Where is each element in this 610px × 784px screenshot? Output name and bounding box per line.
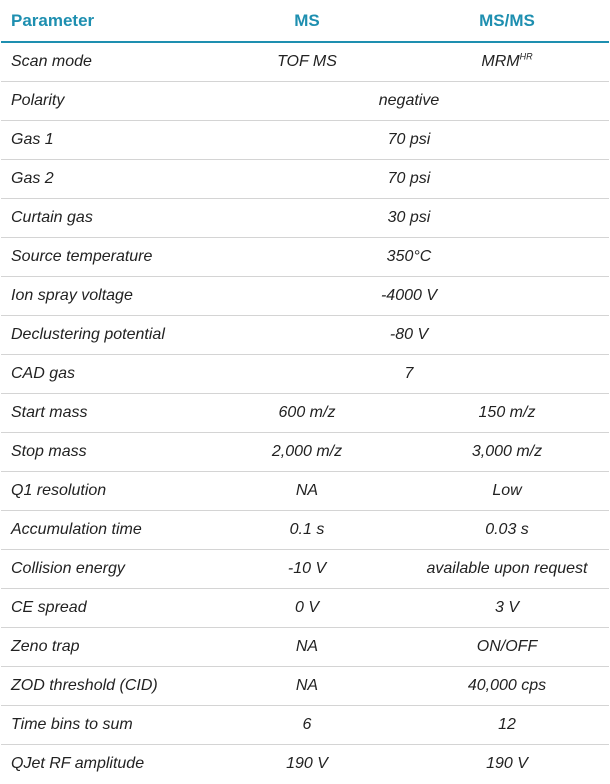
table-row xyxy=(1,316,609,355)
row-parameter: Polarity xyxy=(11,92,65,109)
table-row xyxy=(1,160,609,199)
table-row xyxy=(1,472,609,511)
row-msms-value: 0.03 s xyxy=(485,521,529,538)
msms-value-text: MRM xyxy=(481,53,520,70)
row-msms-value: Low xyxy=(492,482,522,499)
row-msms-value: available upon request xyxy=(426,560,588,577)
header-parameter: Parameter xyxy=(11,10,95,30)
table-row xyxy=(1,706,609,745)
row-parameter: CE spread xyxy=(11,599,87,616)
row-ms-value: -10 V xyxy=(287,560,327,577)
row-ms-value: 190 V xyxy=(286,755,328,772)
table-row xyxy=(1,121,609,160)
msms-superscript: HR xyxy=(519,51,533,62)
row-parameter: Gas 1 xyxy=(11,131,54,148)
row-msms-value: 3 V xyxy=(494,599,519,616)
row-ms-value: 600 m/z xyxy=(278,404,336,421)
table-row xyxy=(1,628,609,667)
table-row xyxy=(1,589,609,628)
row-shared-value: -80 V xyxy=(389,326,429,343)
row-ms-value: 2,000 m/z xyxy=(271,443,343,460)
row-ms-value: 6 xyxy=(302,716,312,733)
row-parameter: Ion spray voltage xyxy=(11,287,133,304)
row-parameter: QJet RF amplitude xyxy=(11,755,145,772)
table-row xyxy=(1,238,609,277)
row-shared-value: -4000 V xyxy=(380,287,438,304)
row-parameter: Scan mode xyxy=(11,53,92,70)
table-row xyxy=(1,199,609,238)
row-shared-value: 70 psi xyxy=(387,131,431,148)
row-parameter: Zeno trap xyxy=(11,638,80,655)
row-ms-value: NA xyxy=(295,677,319,694)
row-msms-value: 40,000 cps xyxy=(467,677,547,694)
row-ms-value: 0 V xyxy=(294,599,319,616)
row-parameter: Accumulation time xyxy=(11,521,142,538)
row-ms-value: TOF MS xyxy=(277,53,337,70)
row-parameter: CAD gas xyxy=(11,365,76,382)
row-parameter: Stop mass xyxy=(11,443,87,460)
row-shared-value: negative xyxy=(378,92,440,109)
table-row xyxy=(1,355,609,394)
row-msms-value xyxy=(405,53,609,71)
table-header xyxy=(1,0,609,43)
table-row xyxy=(1,43,609,82)
row-parameter: ZOD threshold (CID) xyxy=(11,677,158,694)
row-shared-value: 30 psi xyxy=(387,209,431,226)
row-shared-value: 350°C xyxy=(386,248,432,265)
table-row xyxy=(1,82,609,121)
table-row xyxy=(1,433,609,472)
parameter-table xyxy=(1,0,609,783)
table-row xyxy=(1,277,609,316)
header-msms: MS/MS xyxy=(479,10,535,30)
row-msms-value: 190 V xyxy=(486,755,528,772)
row-parameter: Curtain gas xyxy=(11,209,93,226)
header-ms: MS xyxy=(294,10,320,30)
row-ms-value: NA xyxy=(295,482,319,499)
row-parameter: Q1 resolution xyxy=(11,482,107,499)
row-msms-value: ON/OFF xyxy=(476,638,538,655)
row-parameter: Start mass xyxy=(11,404,88,421)
table-row xyxy=(1,550,609,589)
table-row xyxy=(1,667,609,706)
row-shared-value: 70 psi xyxy=(387,170,431,187)
row-parameter: Source temperature xyxy=(11,248,153,265)
table-row xyxy=(1,745,609,783)
row-parameter: Time bins to sum xyxy=(11,716,133,733)
row-ms-value: NA xyxy=(295,638,319,655)
table-row xyxy=(1,511,609,550)
row-parameter: Declustering potential xyxy=(11,326,165,343)
row-msms-value: 150 m/z xyxy=(478,404,536,421)
row-parameter: Collision energy xyxy=(11,560,125,577)
row-msms-value: 3,000 m/z xyxy=(471,443,543,460)
row-msms-value: 12 xyxy=(498,716,516,733)
table-row xyxy=(1,394,609,433)
row-ms-value: 0.1 s xyxy=(289,521,325,538)
row-parameter: Gas 2 xyxy=(11,170,54,187)
row-shared-value: 7 xyxy=(404,365,414,382)
